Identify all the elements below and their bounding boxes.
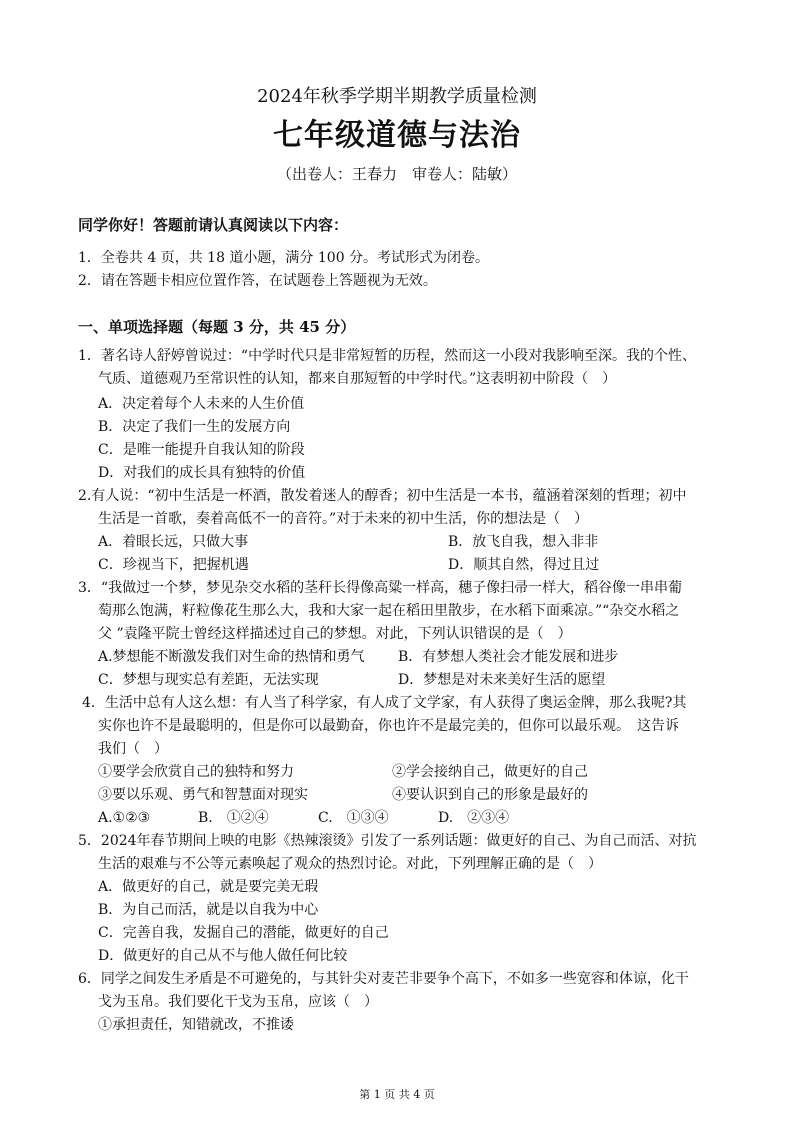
question-stem: 2.有人说：“初中生活是一杯酒，散发着迷人的醇香；初中生活是一本书，蕴涵着深刻的哲理；初中	[78, 488, 687, 504]
question-stem: 4．生活中总有人这么想：有人当了科学家，有人成了文学家，有人获得了奥运金牌，那么我呢?其	[82, 695, 687, 711]
question-stem: 气质、道德观乃至常识性的认知，都来自那短暂的中学时代。”这表明初中阶段（ ）	[98, 371, 617, 387]
option-c: C．是唯一能提升自我认知的阶段	[98, 442, 305, 458]
option-a: A．决定着每个人未来的人生价值	[98, 396, 305, 412]
option-a: A．着眼长远，只做大事	[98, 534, 249, 550]
question-stem: 父 ”袁隆平院士曾经这样描述过自己的梦想。对此，下列认识错误的是（ ）	[98, 626, 572, 642]
statement-item: ④要认识到自己的形象是最好的	[392, 787, 588, 803]
statement-item: ①要学会欣赏自己的独特和努力	[98, 764, 294, 780]
page-footer: 第 1 页 共 4 页	[359, 1088, 435, 1101]
question-stem: 戈为玉帛。我们要化干戈为玉帛，应该（ ）	[98, 994, 378, 1010]
option-a: A.①②③	[98, 810, 151, 826]
option-b: B. ①②④	[198, 810, 269, 826]
question-stem: 3．“我做过一个梦，梦见杂交水稻的茎秆长得像高粱一样高，穗子像扫帚一样大，稻谷像一串串葡	[78, 580, 683, 596]
question-stem: 5．2024年春节期间上映的电影《热辣滚烫》引发了一系列话题：做更好的自己、为自己而活、对抗	[78, 833, 697, 849]
question-stem: 生活是一首歌，奏着高低不一的音符。”对于未来的初中生活，你的想法是（ ）	[98, 511, 589, 527]
question-stem: 我们（ ）	[98, 741, 168, 757]
option-d: D．对我们的成长具有独特的价值	[98, 465, 306, 481]
option-a: A.梦想能不断激发我们对生命的热情和勇气	[98, 649, 365, 665]
notice-item: 1．全卷共 4 页，共 18 道小题，满分 100 分。考试形式为闭卷。	[78, 250, 490, 266]
question-stem: 生活的艰难与不公等元素唤起了观众的热烈讨论。对此，下列理解正确的是（ ）	[98, 856, 602, 872]
question-stem: 实你也许不是最聪明的，但是你可以最勤奋，你也许不是最完美的，但你可以最乐观。 这告诉	[98, 718, 679, 734]
statement-item: ②学会接纳自己，做更好的自己	[392, 764, 588, 780]
notice-item: 2．请在答题卡相应位置作答，在试题卷上答题视为无效。	[78, 273, 437, 289]
statement-item: ①承担责任，知错就改，不推诿	[98, 1017, 294, 1033]
option-d: D．梦想是对未来美好生活的愿望	[398, 672, 606, 688]
subject-title: 七年级道德与法治	[273, 118, 521, 153]
option-c: C. ①③④	[318, 810, 389, 826]
question-stem: 1．著名诗人舒婷曾说过：“中学时代只是非常短暂的历程，然而这一小段对我影响至深。我的个性、	[78, 348, 697, 364]
question-stem: 萄那么饱满，籽粒像花生那么大，我和大家一起在稻田里散步，在水稻下面乘凉。”“杂交水稻之	[98, 603, 680, 619]
notice-heading: 同学你好！答题前请认真阅读以下内容：	[78, 216, 349, 234]
question-stem: 6．同学之间发生矛盾是不可避免的，与其针尖对麦芒非要争个高下，不如多一些宽容和体谅，化干	[78, 971, 689, 987]
option-d: D．做更好的自己从不与他人做任何比较	[98, 948, 348, 964]
option-b: B．放飞自我，想入非非	[448, 534, 599, 550]
option-b: B．决定了我们一生的发展方向	[98, 419, 291, 435]
option-c: C．珍视当下，把握机遇	[98, 557, 249, 573]
option-d: D．顺其自然，得过且过	[448, 557, 600, 573]
authors-line: （出卷人：王春力 审卷人：陆敏）	[276, 165, 517, 183]
option-d: D. ②③④	[438, 810, 510, 826]
statement-item: ③要以乐观、勇气和智慧面对现实	[98, 787, 308, 803]
option-c: C．梦想与现实总有差距，无法实现	[98, 672, 319, 688]
option-a: A．做更好的自己，就是要完美无瑕	[98, 879, 319, 895]
section-heading: 一、单项选择题（每题 3 分，共 45 分）	[78, 318, 356, 336]
exam-term-title: 2024年秋季学期半期教学质量检测	[257, 86, 537, 107]
option-b: B．为自己而活，就是以自我为中心	[98, 902, 319, 918]
option-c: C．完善自我，发掘自己的潜能，做更好的自己	[98, 925, 389, 941]
option-b: B．有梦想人类社会才能发展和进步	[398, 649, 619, 665]
